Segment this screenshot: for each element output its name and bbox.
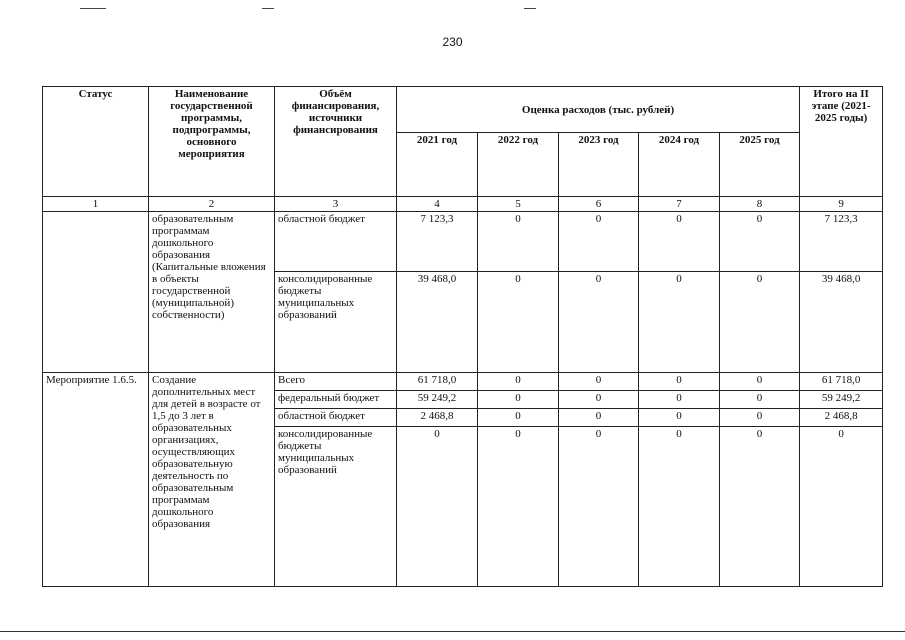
scan-edge-line (0, 631, 905, 632)
row-value: 0 (720, 212, 800, 272)
col-number: 7 (639, 197, 720, 212)
row-value: 0 (720, 409, 800, 427)
row-source: консолидированные бюджеты муниципальных образований (275, 272, 397, 373)
header-estimate: Оценка расходов (тыс. рублей) (397, 87, 800, 133)
row-total: 7 123,3 (800, 212, 883, 272)
row-total: 2 468,8 (800, 409, 883, 427)
col-number: 6 (559, 197, 639, 212)
row-total: 61 718,0 (800, 373, 883, 391)
table-row (43, 212, 883, 272)
row-value: 0 (639, 391, 720, 409)
row-value: 0 (559, 391, 639, 409)
row-value: 39 468,0 (397, 272, 478, 373)
row-source: областной бюджет (275, 409, 397, 427)
row-name: образовательным программам дошкольного образования (Капитальные вложения в объекты государственной (муниципальной) собственности) (149, 212, 275, 373)
header-name: Наименование государственной программы, подпрограммы, основного мероприятия (149, 87, 275, 197)
scan-mark (262, 8, 274, 9)
page-number: 230 (442, 35, 463, 49)
row-value: 0 (720, 427, 800, 587)
scan-mark (80, 8, 106, 9)
row-value: 61 718,0 (397, 373, 478, 391)
row-status: Мероприятие 1.6.5. (43, 373, 149, 587)
row-name: Создание дополнительных мест для детей в возрасте от 1,5 до 3 лет в образовательных организациях, осуществляющих образовательную деятельность по образовательным программам дошкольного образования (149, 373, 275, 587)
header-total: Итого на II этапе (2021-2025 годы) (800, 87, 883, 197)
col-number: 9 (800, 197, 883, 212)
row-value: 0 (478, 427, 559, 587)
row-value: 0 (478, 373, 559, 391)
header-year: 2024 год (639, 133, 720, 197)
budget-table (42, 86, 883, 587)
row-total: 39 468,0 (800, 272, 883, 373)
row-value: 0 (639, 409, 720, 427)
row-total: 0 (800, 427, 883, 587)
row-value: 0 (720, 272, 800, 373)
col-number: 3 (275, 197, 397, 212)
row-value: 0 (639, 427, 720, 587)
row-value: 0 (720, 391, 800, 409)
table-row (43, 373, 883, 391)
row-value: 0 (559, 373, 639, 391)
col-number: 5 (478, 197, 559, 212)
row-source: областной бюджет (275, 212, 397, 272)
row-total: 59 249,2 (800, 391, 883, 409)
row-value: 0 (397, 427, 478, 587)
row-source: консолидированные бюджеты муниципальных образований (275, 427, 397, 587)
header-status: Статус (43, 87, 149, 197)
row-value: 0 (720, 373, 800, 391)
row-value: 0 (478, 391, 559, 409)
row-value: 0 (478, 272, 559, 373)
row-value: 0 (478, 409, 559, 427)
row-source: Всего (275, 373, 397, 391)
row-value: 0 (559, 272, 639, 373)
row-value: 0 (478, 212, 559, 272)
row-value: 0 (639, 212, 720, 272)
header-year: 2021 год (397, 133, 478, 197)
col-number: 8 (720, 197, 800, 212)
row-value: 0 (639, 272, 720, 373)
row-source: федеральный бюджет (275, 391, 397, 409)
header-year: 2022 год (478, 133, 559, 197)
col-number: 2 (149, 197, 275, 212)
row-value: 2 468,8 (397, 409, 478, 427)
header-year: 2023 год (559, 133, 639, 197)
row-value: 59 249,2 (397, 391, 478, 409)
scan-mark (524, 8, 536, 9)
row-status (43, 212, 149, 373)
row-value: 7 123,3 (397, 212, 478, 272)
header-year: 2025 год (720, 133, 800, 197)
row-value: 0 (559, 427, 639, 587)
row-value: 0 (559, 409, 639, 427)
column-number-row (43, 197, 883, 212)
col-number: 4 (397, 197, 478, 212)
header-volume: Объём финансирования, источники финансирования (275, 87, 397, 197)
col-number: 1 (43, 197, 149, 212)
row-value: 0 (559, 212, 639, 272)
row-value: 0 (639, 373, 720, 391)
